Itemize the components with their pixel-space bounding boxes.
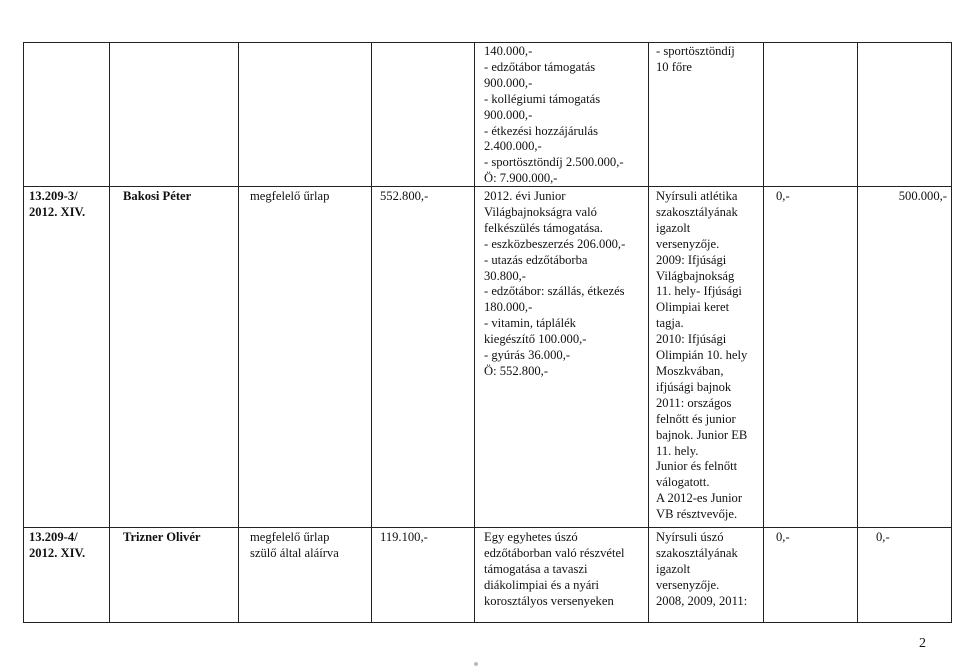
table-border-bottom xyxy=(23,622,952,623)
row-divider xyxy=(23,527,952,528)
row2-form: megfelelő űrlap xyxy=(250,189,330,203)
column-divider xyxy=(857,42,858,623)
row2-purpose: 2012. évi Junior Világbajnokságra való felkészülés támogatása. - eszközbeszerzés 206.000,- - utazás edzőtáborba 30.800,- - edzőtábor: szállás, étkezés 180.000,- - vitamin, táplálék kiegészítő 100.000,- - gyúrás 36.000,- Ö: 552.800,- xyxy=(484,189,626,378)
row2-results: Nyírsuli atlétika szakosztályának igazolt versenyzője. 2009: Ifjúsági Világbajnokság 11. hely- Ifjúsági Olimpiai keret tagja. 2010: Ifjúsági Olimpián 10. hely Moszkvában, ifjúsági bajnok 2011: országos felnőtt és junior bajnok. Junior EB 11. hely. Junior és felnőtt válogatott. A 2012-es Junior VB résztvevője. xyxy=(656,189,748,522)
table-border-right xyxy=(951,42,952,623)
row1-results: - sportösztöndíj 10 főre xyxy=(656,44,735,74)
page-number: 2 xyxy=(919,636,926,651)
column-divider xyxy=(648,42,649,623)
row3-amount: 119.100,- xyxy=(380,530,428,544)
column-divider xyxy=(474,42,475,623)
column-divider xyxy=(238,42,239,623)
row3-name: Trizner Olivér xyxy=(123,530,201,544)
row3-id: 13.209-4/ 2012. XIV. xyxy=(29,530,86,560)
row2-name: Bakosi Péter xyxy=(123,189,192,203)
row3-form: megfelelő űrlap szülő által aláírva xyxy=(250,530,339,560)
column-divider xyxy=(371,42,372,623)
row3-col7: 0,- xyxy=(776,530,790,544)
scan-mark xyxy=(474,662,478,666)
row1-purpose: 140.000,- - edzőtábor támogatás 900.000,- - kollégiumi támogatás 900.000,- - étkezési hozzájárulás 2.400.000,- - sportösztöndíj 2.500.000,- Ö: 7.900.000,- xyxy=(484,44,624,186)
table-border-left xyxy=(23,42,24,623)
row2-col8: 500.000,- xyxy=(898,189,947,203)
column-divider xyxy=(109,42,110,623)
row2-amount: 552.800,- xyxy=(380,189,429,203)
column-divider xyxy=(763,42,764,623)
row3-col8: 0,- xyxy=(876,530,890,544)
table-border-top xyxy=(23,42,952,43)
row2-col7: 0,- xyxy=(776,189,790,203)
row2-id: 13.209-3/ 2012. XIV. xyxy=(29,189,86,219)
row3-results: Nyírsuli úszó szakosztályának igazolt versenyzője. 2008, 2009, 2011: xyxy=(656,530,748,608)
row3-purpose: Egy egyhetes úszó edzőtáborban való részvétel támogatása a tavaszi diákolimpiai és a nyári korosztályos versenyeken xyxy=(484,530,625,608)
